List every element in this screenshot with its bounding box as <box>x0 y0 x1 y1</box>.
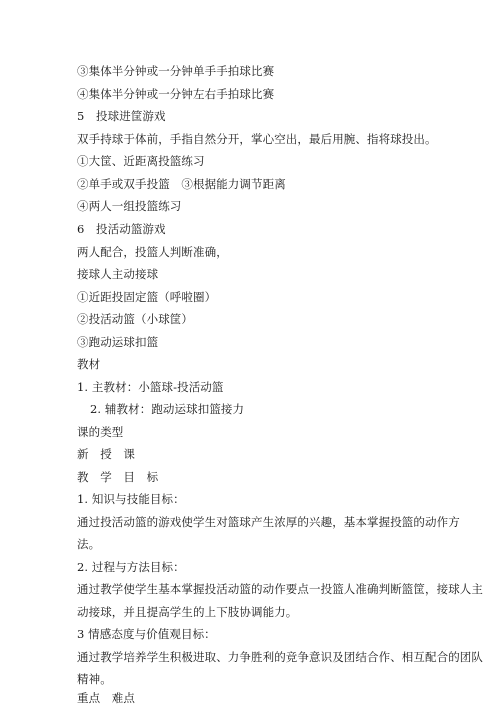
text-line: 两人配合，投篮人判断准确， <box>77 245 228 259</box>
text-line: ①大筐、近距离投篮练习 <box>77 154 205 168</box>
text-line: 精神。 <box>77 672 112 686</box>
section-heading: 5 投球进筐游戏 <box>77 109 166 123</box>
text-line: 通过教学培养学生积极进取、力争胜利的竞争意识及团结合作、相互配合的团队 <box>77 650 483 664</box>
section-heading: 课的类型 <box>77 425 124 439</box>
text-line: ②投活动篮（小球筐） <box>77 312 193 326</box>
section-heading: 重点 难点 <box>77 691 135 705</box>
section-heading: 教材 <box>77 357 101 371</box>
text-line: 1. 知识与技能目标： <box>77 492 185 506</box>
text-line: ③集体半分钟或一分钟单手手拍球比赛 <box>77 64 275 78</box>
text-line: ②单手或双手投篮 ③根据能力调节距离 <box>77 177 286 191</box>
text-line: 1. 主教材：小篮球-投活动篮 <box>77 380 224 394</box>
text-line: 通过投活动篮的游戏使学生对篮球产生浓厚的兴趣，基本掌握投篮的动作方 <box>77 515 460 529</box>
text-line: ④两人一组投篮练习 <box>77 199 182 213</box>
text-line: ③跑动运球扣篮 <box>77 335 159 349</box>
text-line: ④集体半分钟或一分钟左右手拍球比赛 <box>77 87 275 101</box>
text-line: 双手持球于体前，手指自然分开，掌心空出，最后用腕、指将球投出。 <box>77 132 437 146</box>
text-line: 动接球，并且提高学生的上下肢协调能力。 <box>77 605 298 619</box>
text-line: 法。 <box>77 537 101 551</box>
text-line: ①近距投固定篮（呼啦圈） <box>77 290 217 304</box>
text-line: 3 情感态度与价值观目标： <box>77 627 216 641</box>
section-heading: 6 投活动篮游戏 <box>77 222 166 236</box>
text-line: 接球人主动接球 <box>77 267 159 281</box>
text-line: 2. 辅教材：跑动运球扣篮接力 <box>90 402 245 416</box>
text-line: 新 授 课 <box>77 447 135 461</box>
text-line: 2. 过程与方法目标： <box>77 560 185 574</box>
section-heading: 教 学 目 标 <box>77 470 159 484</box>
text-line: 通过教学使学生基本掌握投活动篮的动作要点一投篮人准确判断篮筐，接球人主 <box>77 582 483 596</box>
